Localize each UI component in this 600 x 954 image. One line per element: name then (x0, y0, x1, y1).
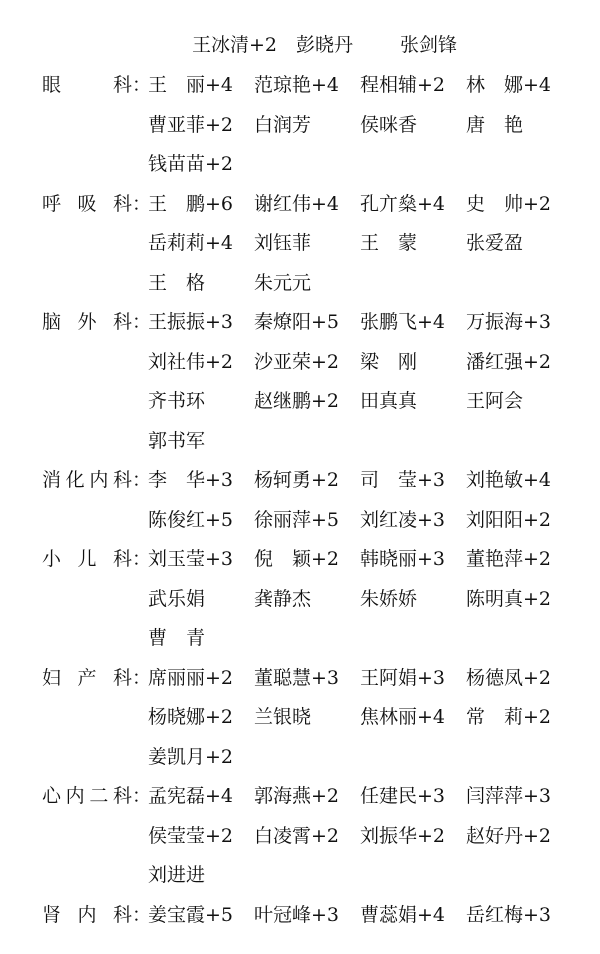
department-name: 妇产科 (42, 666, 132, 689)
staff-name: 武乐娟 (148, 587, 206, 610)
staff-name: 杨轲勇+2 (254, 469, 340, 491)
staff-name: 田真真 (360, 390, 418, 412)
staff-name: 张爱盈 (466, 232, 524, 254)
staff-name: 曹蕊娟+4 (360, 903, 446, 926)
staff-name: 孔亣燊+4 (360, 192, 446, 215)
staff-name: 姜宝霞+5 (148, 903, 234, 926)
staff-name: 侯莹莹+2 (148, 824, 234, 847)
staff-name: 潘红强+2 (466, 350, 552, 373)
staff-name: 杨晓娜+2 (148, 706, 234, 728)
staff-name: 刘钰菲 (254, 232, 312, 254)
staff-name: 沙亚荣+2 (254, 350, 340, 373)
staff-name: 司 莹+3 (360, 469, 446, 491)
staff-name: 刘艳敏+4 (466, 469, 552, 491)
staff-name: 王阿会 (466, 390, 524, 412)
staff-name: 兰银晓 (254, 706, 312, 728)
staff-name: 史 帅+2 (466, 192, 552, 215)
staff-name: 董艳萍+2 (466, 548, 552, 570)
staff-name: 陈俊红+5 (148, 508, 234, 531)
staff-name: 曹 青 (148, 627, 206, 649)
staff-name: 李 华+3 (148, 469, 234, 491)
staff-name: 陈明真+2 (466, 587, 552, 610)
department-label (42, 544, 152, 574)
staff-name: 朱娇娇 (360, 587, 418, 610)
department-colon: ： (132, 548, 152, 570)
staff-name: 梁 刚 (360, 350, 418, 373)
staff-name: 朱元元 (254, 271, 312, 294)
staff-name: 岳莉莉+4 (148, 232, 234, 254)
staff-name: 王振振+3 (148, 311, 234, 333)
staff-name: 唐 艳 (466, 113, 524, 136)
staff-name: 张鹏飞+4 (360, 311, 446, 333)
department-colon: ： (132, 311, 152, 333)
staff-name: 龚静杰 (254, 587, 312, 610)
staff-name: 孟宪磊+4 (148, 785, 234, 807)
staff-name: 倪 颖+2 (254, 548, 340, 570)
staff-name: 赵继鹏+2 (254, 390, 340, 412)
department-label (42, 189, 152, 219)
staff-name: 刘社伟+2 (148, 350, 234, 373)
staff-name: 齐书环 (148, 390, 206, 412)
staff-name: 郭海燕+2 (254, 785, 340, 807)
staff-name: 郭书军 (148, 429, 206, 452)
department-label (42, 663, 152, 693)
top-name: 张剑锋 (400, 34, 458, 56)
staff-name: 侯咪香 (360, 113, 418, 136)
department-label (42, 465, 152, 495)
staff-name: 白凌霄+2 (254, 824, 340, 847)
staff-name: 王 鹏+6 (148, 192, 234, 215)
staff-name: 韩晓丽+3 (360, 548, 446, 570)
department-label (42, 307, 152, 337)
staff-name: 席丽丽+2 (148, 666, 234, 689)
staff-name: 刘阳阳+2 (466, 508, 552, 531)
staff-name: 王 丽+4 (148, 74, 234, 96)
staff-name: 徐丽萍+5 (254, 508, 340, 531)
department-colon: ： (132, 666, 152, 689)
staff-name: 叶冠峰+3 (254, 903, 340, 926)
staff-name: 程相辅+2 (360, 74, 446, 96)
department-label (42, 781, 152, 811)
staff-name: 杨德凤+2 (466, 666, 552, 689)
top-name: 王冰清+2 (192, 34, 278, 56)
top-names-line (0, 30, 600, 60)
department-name: 小儿科 (42, 548, 132, 570)
department-colon: ： (132, 903, 152, 926)
staff-name: 王 格 (148, 271, 206, 294)
department-name: 眼科 (42, 74, 132, 96)
department-name: 脑外科 (42, 311, 132, 333)
staff-name: 任建民+3 (360, 785, 446, 807)
department-colon: ： (132, 74, 152, 96)
staff-name: 白润芳 (254, 113, 312, 136)
staff-name: 岳红梅+3 (466, 903, 552, 926)
staff-name: 钱苗苗+2 (148, 153, 234, 175)
staff-name: 林 娜+4 (466, 74, 552, 96)
staff-name: 赵好丹+2 (466, 824, 552, 847)
staff-name: 王 蒙 (360, 232, 418, 254)
staff-name: 常 莉+2 (466, 706, 552, 728)
department-label (42, 900, 152, 930)
department-colon: ： (132, 785, 152, 807)
department-colon: ： (132, 192, 152, 215)
staff-name: 万振海+3 (466, 311, 552, 333)
department-name: 肾内科 (42, 903, 132, 926)
staff-name: 刘振华+2 (360, 824, 446, 847)
staff-name: 闫萍萍+3 (466, 785, 552, 807)
department-label (42, 70, 152, 100)
staff-name: 刘玉莹+3 (148, 548, 234, 570)
department-colon: ： (132, 469, 152, 491)
staff-name: 刘进进 (148, 864, 206, 886)
staff-name: 秦燎阳+5 (254, 311, 340, 333)
department-name: 心内二科 (42, 785, 132, 807)
staff-name: 刘红凌+3 (360, 508, 446, 531)
staff-name: 姜凯月+2 (148, 745, 234, 768)
staff-name: 董聪慧+3 (254, 666, 340, 689)
department-name: 消化内科 (42, 469, 132, 491)
top-name: 彭晓丹 (296, 34, 354, 56)
department-name: 呼吸科 (42, 192, 132, 215)
staff-name: 焦林丽+4 (360, 706, 446, 728)
staff-name: 范琼艳+4 (254, 74, 340, 96)
staff-name: 曹亚菲+2 (148, 113, 234, 136)
staff-name: 谢红伟+4 (254, 192, 340, 215)
staff-name: 王阿娟+3 (360, 666, 446, 689)
